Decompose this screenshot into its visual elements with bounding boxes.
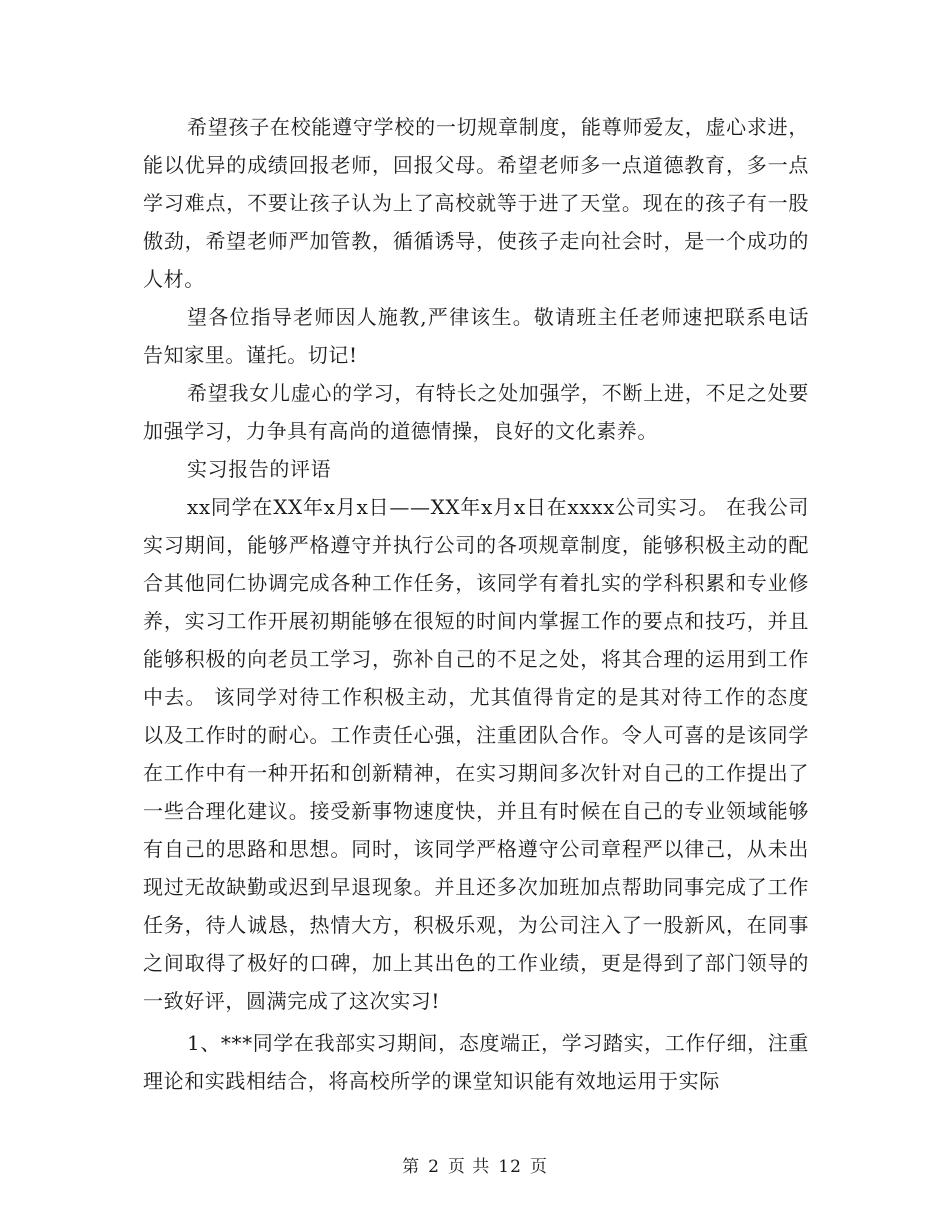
footer-total-pages: 12 — [498, 1157, 522, 1177]
footer-suffix: 页 — [529, 1157, 548, 1177]
paragraph-parent-hope: 希望孩子在校能遵守学校的一切规章制度，能尊师爱友，虚心求进，能以优异的成绩回报老师，回报父母。希望老师多一点道德教育，多一点学习难点，不要让孩子认为上了高校就等于进了天堂。现在的孩子有一股傲劲，希望老师严加管教，循循诱导，使孩子走向社会时，是一个成功的人材。 — [143, 115, 809, 291]
paragraph-internship-report: xx同学在XX年x月x日——XX年x月x日在xxxx公司实习。 在我公司实习期间，能够严格遵守并执行公司的各项规章制度，能够积极主动的配合其他同仁协调完成各种工作任务，该同学有着扎实的学科积累和专业修养，实习工作开展初期能够在很短的时间内掌握工作的要点和技巧，并且能够积极的向老员工学习，弥补自己的不足之处，将其合理的运用到工作中去。 该同学对待工作积极主动，尤其值得肯定的是其对待工作的态度以及工作时的耐心。工作责任心强，注重团队合作。令人可喜的是该同学在工作中有一种开拓和创新精神，在实习期间多次针对自己的工作提出了一些合理化建议。接受新事物速度快，并且有时候在自己的专业领域能够有自己的思路和思想。同时，该同学严格遵守公司章程严以律己，从未出现过无故缺勤或迟到早退现象。并且还多次加班加点帮助同事完成了工作任务，待人诚恳，热情大方，积极乐观，为公司注入了一股新风，在同事之间取得了极好的口碑，加上其出色的工作业绩，更是得到了部门领导的一致好评，圆满完成了这次实习! — [143, 495, 809, 1013]
document-body — [143, 108, 809, 1100]
footer-middle: 页 共 — [447, 1157, 491, 1177]
paragraph-daughter-hope: 希望我女儿虚心的学习，有特长之处加强学，不断上进，不足之处要加强学习，力争具有高尚的道德情操，良好的文化素养。 — [143, 381, 809, 443]
paragraph-numbered-1: 1、***同学在我部实习期间，态度端正，学习踏实，工作仔细，注重理论和实践相结合，将高校所学的课堂知识能有效地运用于实际 — [143, 1031, 809, 1093]
section-heading: 实习报告的评语 — [187, 457, 332, 481]
footer-current-page: 2 — [428, 1157, 440, 1177]
paragraph-teacher-request: 望各位指导老师因人施教,严律该生。敬请班主任老师速把联系电话告知家里。谨托。切记! — [143, 305, 809, 367]
footer-prefix: 第 — [402, 1157, 421, 1177]
page-footer — [0, 1152, 950, 1177]
